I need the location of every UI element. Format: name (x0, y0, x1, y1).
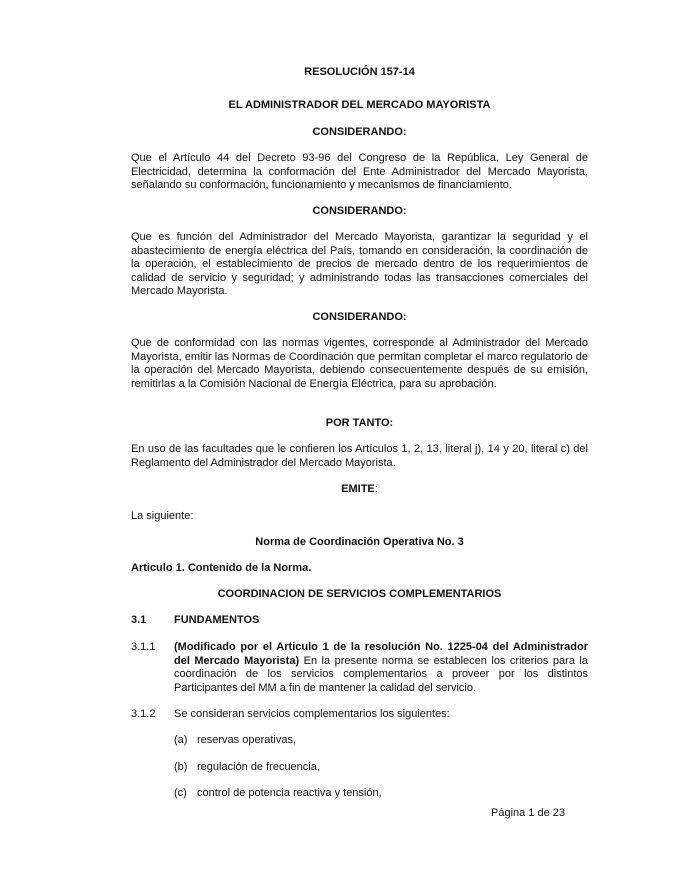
considerando-paragraph-1: Que el Artículo 44 del Decreto 93-96 del Congreso de la República, Ley General de Electricidad, determina la conformación del Ente Administrador del Mercado Mayorista, señalando su conformación, funcionamiento y mecanismos de financiamiento. (131, 152, 588, 192)
resolution-title: RESOLUCIÓN 157-14 (304, 66, 415, 78)
considerando-heading-1: CONSIDERANDO: (312, 126, 407, 138)
section-title-fundamentos: FUNDAMENTOS (174, 614, 260, 626)
list-item-text: regulación de frecuencia, (197, 761, 320, 773)
section-title: COORDINACION DE SERVICIOS COMPLEMENTARIOS (217, 588, 502, 600)
section-number: 3.1.1 (131, 641, 156, 653)
por-tanto-paragraph: En uso de las facultades que le confieren los Artículos 1, 2, 13, literal j), 14 y 20, literal c) del Reglamento del Administrador del Mercado Mayorista. (131, 443, 588, 469)
section-body: En la presente norma se establecen los criterios para la coordinación de los servicios complementarios a proveer por los distintos Participantes del MM a fin de mantener la calidad del servicio. (174, 654, 588, 694)
document-subtitle: EL ADMINISTRADOR DEL MERCADO MAYORISTA (228, 99, 491, 111)
list-item-label: (c) (174, 787, 187, 799)
articulo-heading: Articulo 1. Contenido de la Norma. (131, 562, 312, 574)
considerando-paragraph-2: Que es función del Administrador del Mercado Mayorista, garantizar la seguridad y el abastecimiento de energía eléctrica del País, tomando en consideración, la coordinación de la operación, el establecimiento de precios de mercado dentro de los requerimientos de calidad de servicio y seguridad; y administrando todas las transacciones comerciales del Mercado Mayorista. (131, 231, 588, 298)
por-tanto-heading: POR TANTO: (325, 417, 394, 429)
list-item-label: (b) (174, 761, 188, 773)
list-item (131, 734, 588, 748)
list-item (131, 761, 588, 775)
emite-heading (131, 483, 588, 497)
la-siguiente-text: La siguiente: (131, 510, 194, 522)
list-item-label: (a) (174, 734, 188, 746)
considerando-heading-2: CONSIDERANDO: (312, 205, 407, 217)
modification-note: (Modificado por el Articulo 1 de la resolución No. 1225-04 del Administrador del Mercado Mayorista) (174, 641, 588, 667)
section-3-1-2 (131, 708, 588, 722)
list-item-text: control de potencia reactiva y tensión, (197, 787, 382, 799)
page-number: Página 1 de 23 (491, 807, 566, 819)
section-3-1 (131, 614, 588, 628)
section-number: 3.1 (131, 614, 147, 626)
considerando-heading-3: CONSIDERANDO: (312, 311, 407, 323)
emite-label: EMITE (341, 483, 375, 495)
norma-title: Norma de Coordinación Operativa No. 3 (255, 536, 464, 548)
considerando-paragraph-3: Que de conformidad con las normas vigentes, corresponde al Administrador del Mercado Mayorista, emitir las Normas de Coordinación que permitan completar el marco regulatorio de la operación del Mercado Mayorista, debiendo consecuentemente después de su emisión, remitirlas a la Comisión Nacional de Energía Eléctrica, para su aprobación. (131, 337, 588, 390)
section-3-1-1-text (174, 641, 588, 695)
section-3-1-1 (131, 641, 588, 697)
section-body: Se consideran servicios complementarios los siguientes: (174, 708, 450, 720)
list-item (131, 787, 588, 801)
section-number: 3.1.2 (131, 708, 156, 720)
list-item-text: reservas operativas, (197, 734, 297, 746)
emite-colon: : (374, 483, 378, 495)
